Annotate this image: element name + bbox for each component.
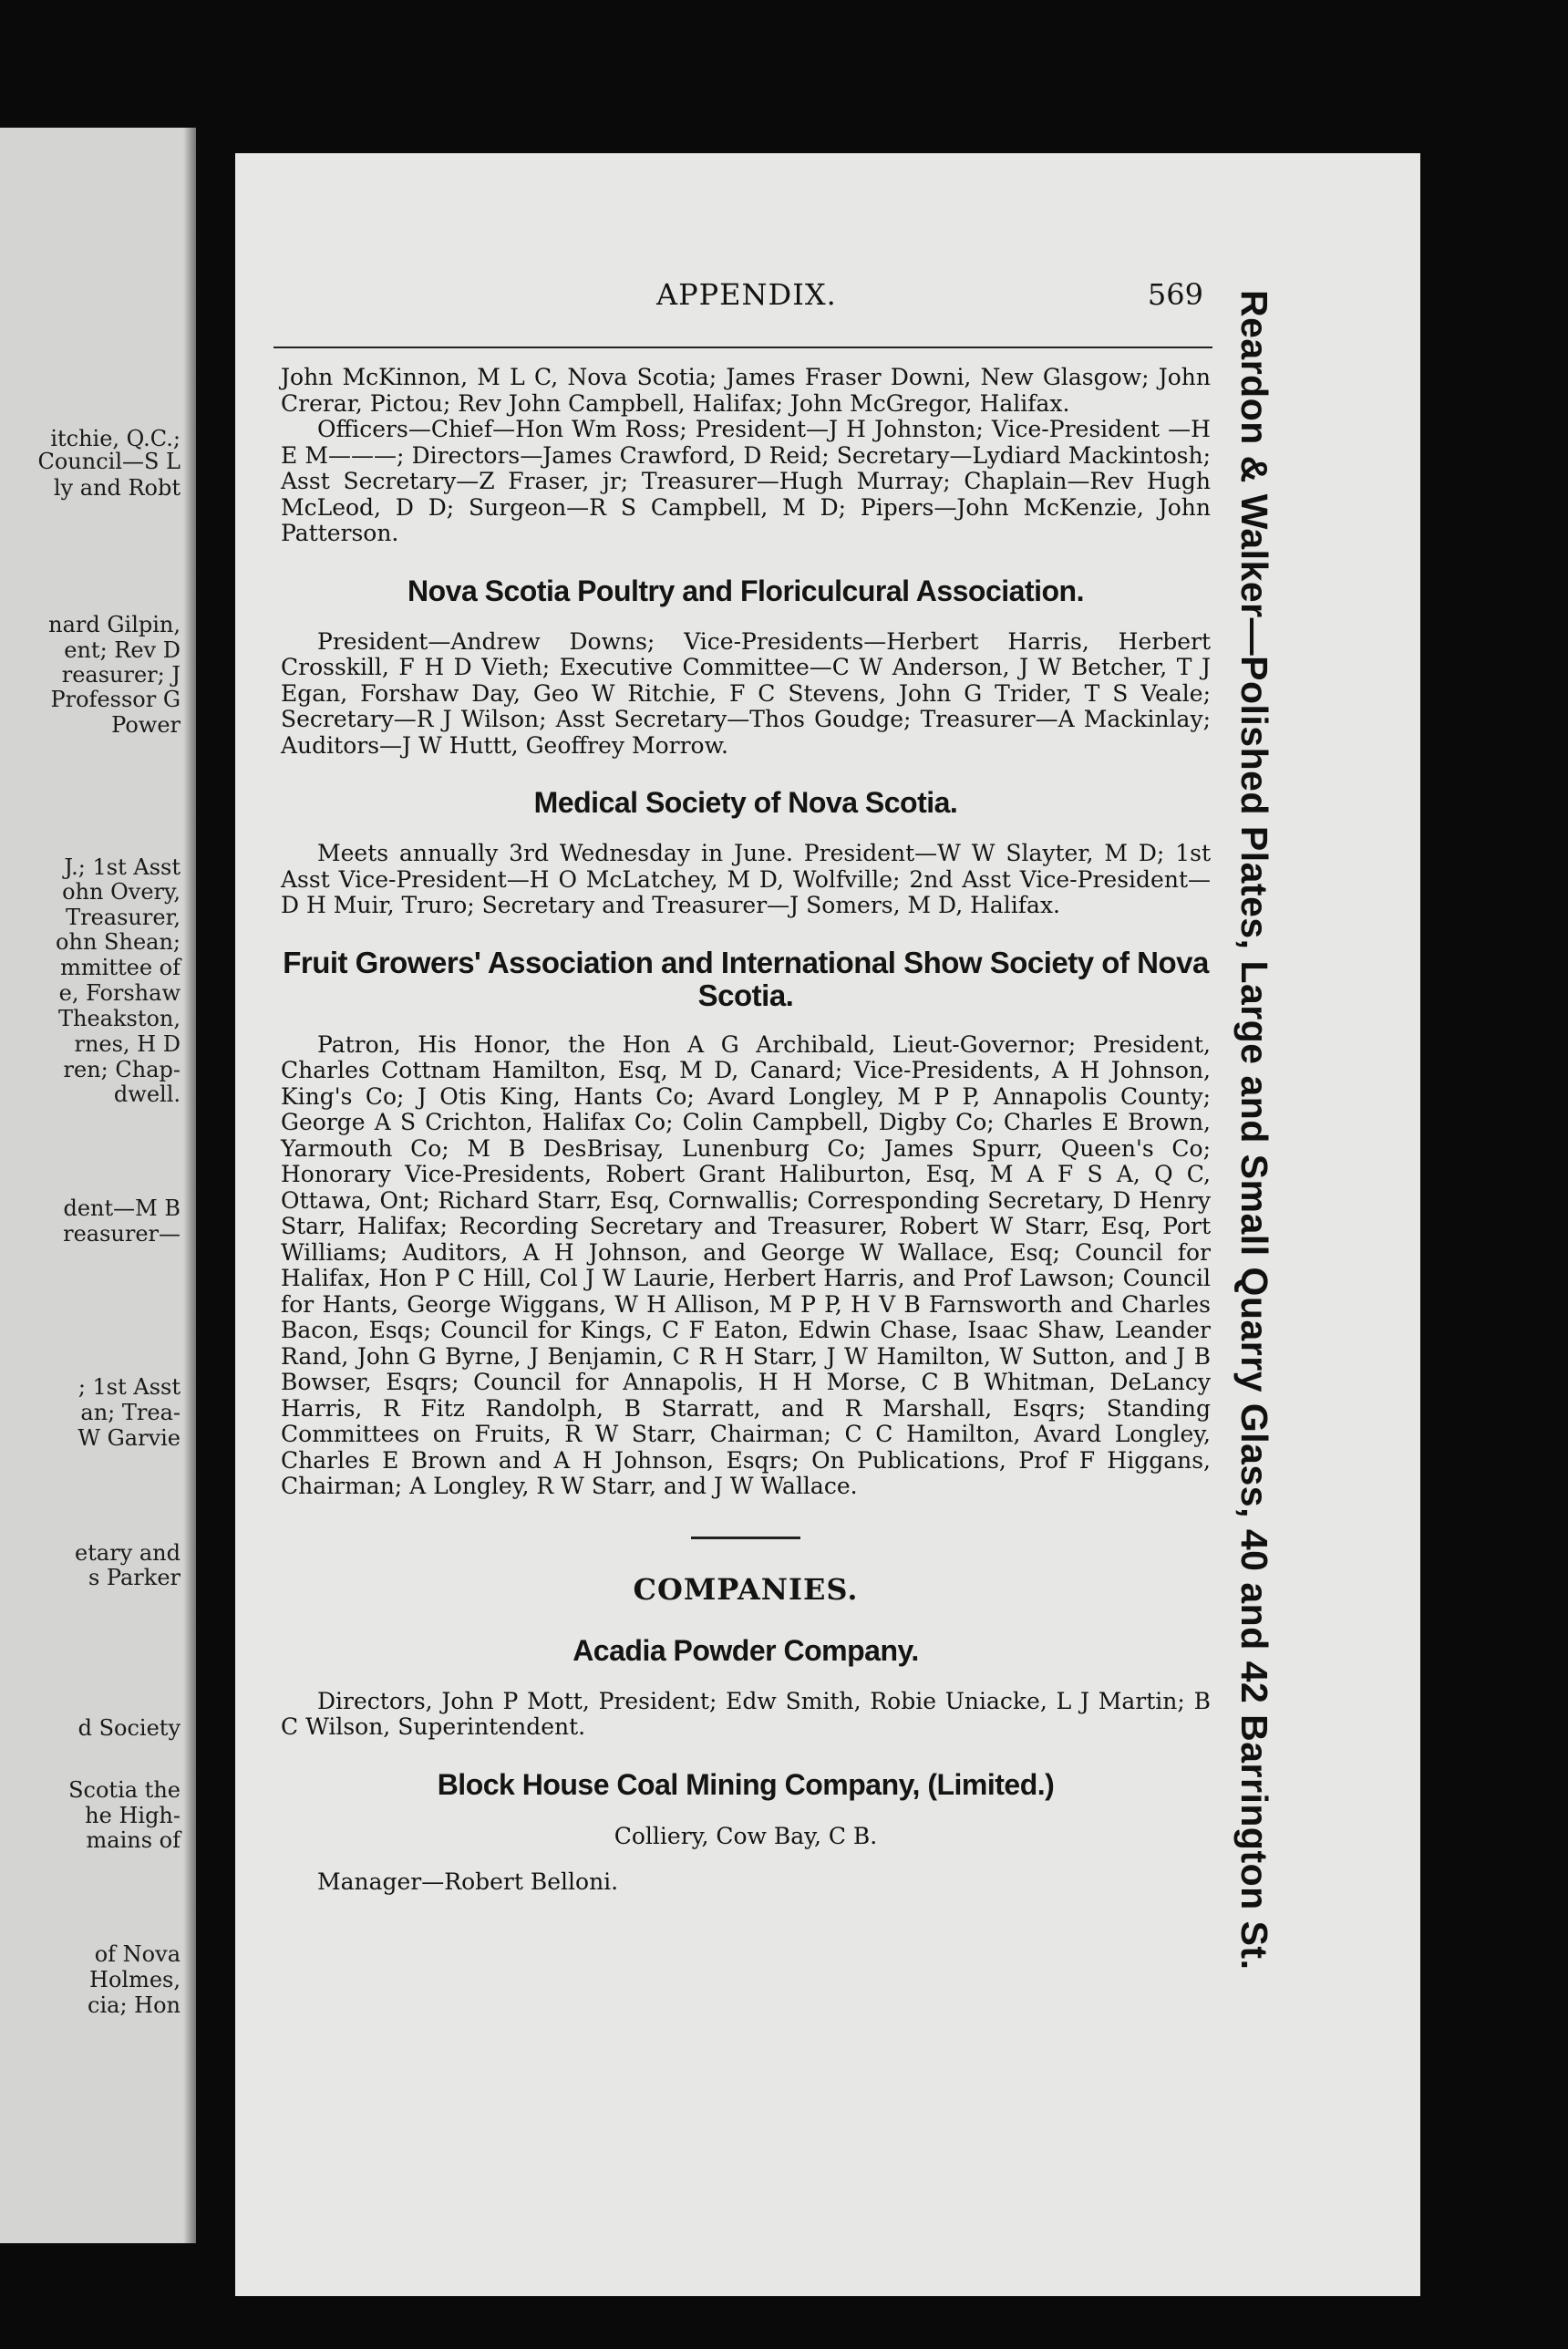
page-body — [281, 365, 1211, 1895]
left-page-line: of Nova — [94, 1941, 181, 1967]
section-heading: Medical Society of Nova Scotia. — [533, 786, 958, 819]
side-advertisement: Reardon & Walker—Polished Plates, Large and Small Quarry Glass, 40 and 42 Barrington St. — [1233, 290, 1275, 1971]
left-page-line: mains of — [86, 1827, 181, 1853]
left-page-line: dent—M B — [63, 1195, 181, 1221]
left-page-line: he High- — [85, 1803, 181, 1828]
left-page-line: ly and Robt — [53, 475, 181, 501]
left-page-line: ; 1st Asst — [77, 1374, 181, 1400]
left-page-line: Holmes, — [89, 1967, 181, 1992]
left-page-line: s Parker — [88, 1565, 181, 1590]
page-number: 569 — [1147, 277, 1203, 312]
left-page-line: itchie, Q.C.; — [50, 426, 181, 451]
section-heading: Nova Scotia Poultry and Floriculcural Association. — [407, 574, 1084, 607]
body-paragraph: Officers—Chief—Hon Wm Ross; President—J H Johnston; Vice-President —H E M———; Directors—James Crawford, D Reid; Secretary—Lydiard Mackintosh; Asst Secretary—Z Fraser, jr; Treasurer—Hugh Murray; Chaplain—Rev Hugh McLeod, D D; Surgeon—R S Campbell, M D; Pipers—John McKenzie, John Patterson. — [281, 416, 1211, 546]
section-heading: Fruit Growers' Association and International Show Society of Nova Scotia. — [283, 945, 1209, 1012]
section-heading: Block House Coal Mining Company, (Limited.) — [437, 1767, 1055, 1801]
body-paragraph: Patron, His Honor, the Hon A G Archibald, Lieut-Governor; President, Charles Cottnam Hamilton, Esq, M D, Canard; Vice-Presidents, A H Johnson, King's Co; J Otis King, Hants Co; Avard Longley, M P P, Annapolis County; George A S Crichton, Halifax Co; Colin Campbell, Digby Co; Charles E Brown, Yarmouth Co; M B DesBrisay, Lunenburg Co; James Spurr, Queen's Co; Honorary Vice-Presidents, Robert Grant Haliburton, Esq, M A F S A, Q C, Ottawa, Ont; Richard Starr, Esq, Cornwallis; Corresponding Secretary, D Henry Starr, Halifax; Recording Secretary and Treasurer, Robert W Starr, Esq, Port Williams; Auditors, A H Johnson, and George W Wallace, Esq; Council for Halifax, Hon P C Hill, Col J W Laurie, Herbert Harris, and Prof Lawson; Council for Hants, George Wiggans, W H Allison, M P P, H V B Farnsworth and Charles Bacon, Esqs; Council for Kings, C F Eaton, Edwin Chase, Isaac Shaw, Leander Rand, John G Byrne, J Benjamin, C R H Starr, J W Hamilton, W Sutton, and J B Bowser, Esqrs; Council for Annapolis, H H Morse, C B Whitman, DeLancy Harris, R Fitz Randolph, B Starratt, and R Marshall, Esqrs; Standing Committees on Fruits, R W Starr, Chairman; C C Hamilton, Avard Longley, Charles E Brown and A H Johnson, Esqrs; On Publications, Prof F Higgans, Chairman; A Longley, R W Starr, and J W Wallace. — [281, 1030, 1211, 1499]
left-page-line: Treasurer, — [66, 905, 181, 930]
left-page-line: reasurer— — [63, 1221, 181, 1247]
body-paragraph: John McKinnon, M L C, Nova Scotia; James Fraser Downi, New Glasgow; John Crerar, Pictou; Rev John Campbell, Halifax; John McGregor, Halifax. — [281, 364, 1211, 417]
left-page-line: nard Gilpin, — [48, 612, 181, 637]
left-page-line: dwell. — [113, 1081, 181, 1107]
left-page-line: e, Forshaw — [58, 980, 181, 1006]
running-header — [273, 272, 1212, 317]
body-paragraph: Manager—Robert Belloni. — [317, 1868, 619, 1895]
left-page-line: Professor G — [50, 687, 181, 712]
left-page-line: cia; Hon — [88, 1992, 181, 2018]
section-divider — [691, 1537, 800, 1539]
left-page-line: ren; Chap- — [63, 1057, 181, 1082]
left-page-line: ohn Shean; — [56, 929, 181, 955]
left-page-line: Power — [111, 712, 181, 738]
left-page-line: Scotia the — [68, 1777, 181, 1803]
left-page-line: d Society — [77, 1715, 181, 1741]
left-page-line: ent; Rev D — [64, 637, 181, 663]
left-page-line: Theakston, — [57, 1006, 181, 1031]
body-paragraph: President—Andrew Downs; Vice-Presidents—Herbert Harris, Herbert Crosskill, F H D Vieth; Executive Committee—C W Anderson, J W Betcher, T J Egan, Forshaw Day, Geo W Ritchie, F C Stevens, John G Trider, T S Veale; Secretary—R J Wilson; Asst Secretary—Thos Goudge; Treasurer—A Mackinlay; Auditors—J W Huttt, Geoffrey Morrow. — [281, 627, 1211, 759]
body-paragraph: Directors, John P Mott, President; Edw Smith, Robie Uniacke, L J Martin; B C Wilson, Superintendent. — [281, 1687, 1211, 1740]
left-page-line: an; Trea- — [80, 1400, 181, 1425]
companies-heading: COMPANIES. — [633, 1571, 859, 1607]
left-page-line: etary and — [75, 1540, 181, 1566]
left-page-line: ohn Overy, — [62, 879, 181, 905]
body-paragraph: Meets annually 3rd Wednesday in June. President—W W Slayter, M D; 1st Asst Vice-President—H O McLatchey, M D, Wolfville; 2nd Asst Vice-President—D H Muir, Truro; Secretary and Treasurer—J Somers, M D, Halifax. — [281, 840, 1211, 918]
left-page-line: W Garvie — [77, 1425, 181, 1451]
left-page-line: rnes, H D — [74, 1031, 181, 1057]
left-page-line: J.; 1st Asst — [64, 854, 181, 880]
running-header-title: APPENDIX. — [656, 277, 837, 312]
section-heading: Acadia Powder Company. — [573, 1633, 919, 1667]
header-rule — [273, 347, 1212, 348]
left-page-line: reasurer; J — [61, 662, 181, 688]
left-page-line: Council—S L — [37, 449, 181, 474]
left-page-line: mmittee of — [60, 955, 181, 980]
subheading-line: Colliery, Cow Bay, C B. — [614, 1822, 878, 1849]
